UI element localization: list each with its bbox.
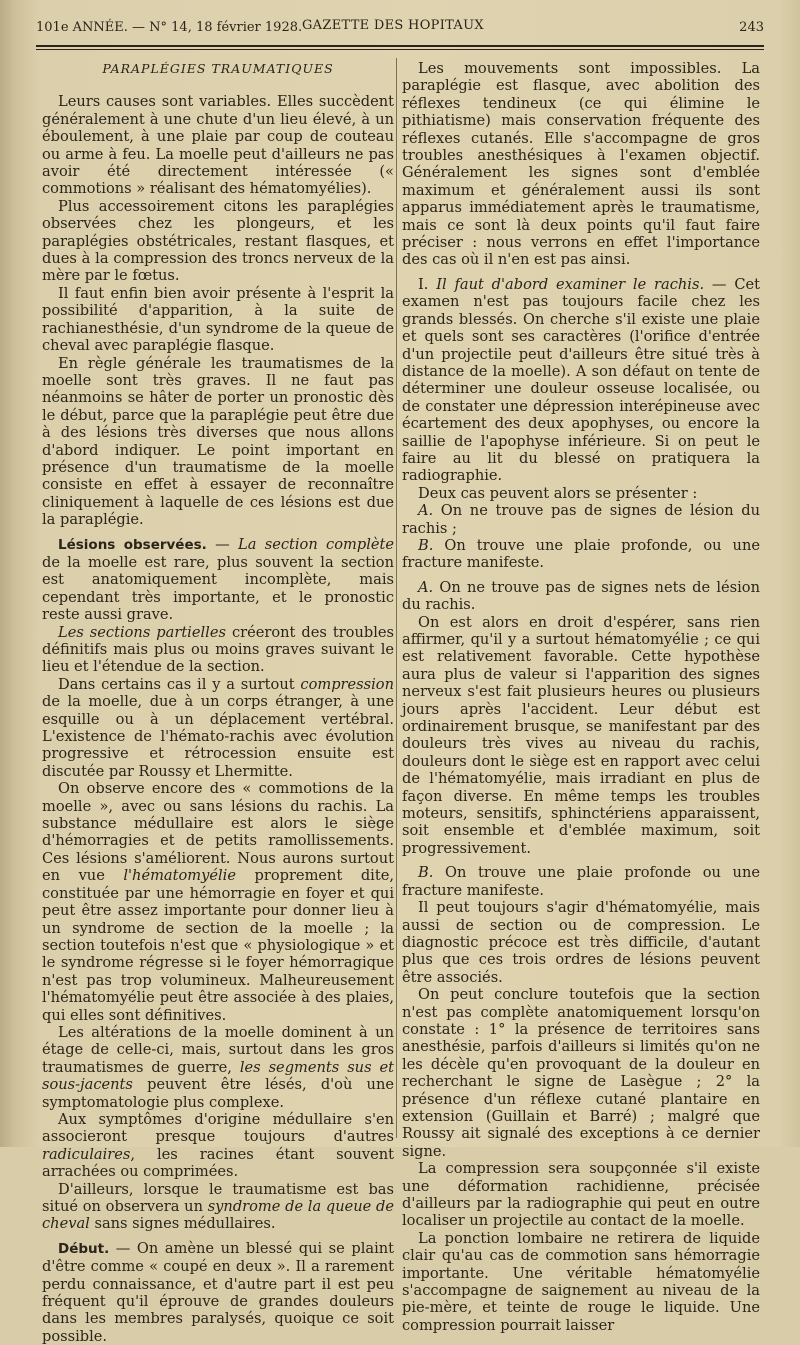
subheading-debut: Début. [58, 1240, 110, 1257]
paragraph-rachis: I. Il faut d'abord examiner le rachis. — Cet examen n'est pas toujours facile chez les grands blessés. On cherche s'il existe une plaie et quels sont ses caractères (l'orifice d'entrée d'un projectile peut d'ailleurs être situé très à distance de la moelle). A son défaut on tente de déterminer une douleur osseuse localisée, ou de constater une dépression interépineuse avec écartement des deux apophyses, ou encore la saillie de l'apophyse inférieure. Si on peut le faire au lit du blessé on pratiquera la radiographie. [402, 275, 760, 485]
paragraph: On peut conclure toutefois que la section n'est pas complète anatomiquement lorsqu'on constate : 1° la présence de territoires sans anesthésie, parfois d'ailleurs si limités qu'on ne les décèle qu'en provoquant de la douleur en recherchant le signe de Lasègue ; 2° la présence d'un réflexe cutané plantaire en extension (Guillain et Barré) ; malgré que Roussy ait signalé des exceptions à ce dernier signe. [402, 986, 760, 1160]
paragraph-debut: Début. — On amène un blessé qui se plaint d'être comme « coupé en deux ». Il a rarement perdu connaissance, et d'autre part il est peu fréquent qu'il éprouve de grandes douleurs dans les membres paralysés, quoique ce soit possible. [42, 1239, 394, 1345]
header-rule-thin [36, 49, 764, 50]
section-title: PARAPLÉGIES TRAUMATIQUES [102, 61, 334, 76]
right-column [402, 60, 760, 1334]
page-number: 243 [739, 20, 764, 35]
paragraph: En règle générale les traumatismes de la moelle sont très graves. Il ne faut pas néanmoins se hâter de porter un pronostic dès le début, parce que la paraplégie peut être due à des lésions très diverses que nous allons d'abord indiquer. Le point important en présence d'un traumatisme de la moelle consiste en effet à essayer de reconnaître cliniquement à laquelle de ces lésions est due la paraplégie. [42, 354, 394, 529]
paragraph: Dans certains cas il y a surtout compression de la moelle, due à un corps étranger, à une esquille ou à un déplacement vertébral. L'existence de l'hémato-rachis avec évolution progressive et rétrocession ensuite est discutée par Roussy et Lhermitte. [42, 675, 394, 780]
paragraph-case-b: B. On trouve une plaie profonde, ou une fracture manifeste. [402, 536, 760, 572]
paragraph: On est alors en droit d'espérer, sans rien affirmer, qu'il y a surtout hématomyélie ; ce qui est relativement favorable. Cette hypothèse aura plus de valeur si l'apparition des signes nerveux s'est fait plusieurs heures ou plusieurs jours après l'accident. Leur début est ordinairement brusque, se manifestant par des douleurs très vives au niveau du rachis, douleurs dont le siège est en rapport avec celui de l'hématomyélie, mais irradiant en plus de façon diverse. En même temps les troubles moteurs, sensitifs, sphinctériens apparaissent, soit ensemble et d'emblée maximum, soit progressivement. [402, 613, 760, 857]
paragraph: Les mouvements sont impossibles. La paraplégie est flasque, avec abolition des réflexes tendineux (ce qui élimine le pithiatisme) mais conservation fréquente des réflexes cutanés. Elle s'accompagne de gros troubles anesthésiques à l'examen objectif. Généralement les signes sont d'emblée maximum et généralement aussi ils sont apparus immédiatement après le traumatisme, mais ce sont là deux points qu'il faut faire préciser : nous verrons en effet l'importance des cas où il n'en est pas ainsi. [402, 60, 760, 269]
page-header [36, 18, 764, 40]
paragraph: Les altérations de la moelle dominent à un étage de celle-ci, mais, surtout dans les gros traumatismes de guerre, les segments sus et sous-jacents peuvent être lésés, d'où une symptomatologie plus complexe. [42, 1023, 394, 1111]
paragraph: Les sections partielles créeront des troubles définitifs mais plus ou moins graves suivant le lieu et l'étendue de la section. [42, 623, 394, 676]
paragraph: Deux cas peuvent alors se présenter : [418, 484, 698, 502]
paragraph: La ponction lombaire ne retirera de liquide clair qu'au cas de commotion sans hémorragie importante. Une véritable hématomyélie s'accompagne de saignement au niveau de la pie-mère, et teinte de rouge le liquide. Une compression pourrait laisser [402, 1229, 760, 1334]
paragraph: Il peut toujours s'agir d'hématomyélie, mais aussi de section ou de compression. Le diagnostic précoce est très difficile, d'autant plus que ces trois ordres de lésions peuvent être associés. [402, 899, 760, 986]
header-rule [36, 45, 764, 47]
section-a-heading: A. On ne trouve pas de signes nets de lésion du rachis. [402, 578, 760, 614]
paragraph: D'ailleurs, lorsque le traumatisme est bas situé on observera un syndrome de la queue de cheval sans signes médullaires. [42, 1180, 394, 1233]
column-divider [396, 58, 397, 1138]
paragraph-case-a: A. On ne trouve pas de signes de lésion du rachis ; [402, 502, 760, 537]
paragraph: Aux symptômes d'origine médullaire s'en associeront presque toujours d'autres radiculaires, les racines étant souvent arrachées ou comprimées. [42, 1110, 394, 1181]
paragraph: Il faut enfin bien avoir présente à l'esprit la possibilité d'apparition, à la suite de rachianesthésie, d'un syndrome de la queue de cheval avec paraplégie flasque. [42, 284, 394, 355]
journal-title: GAZETTE DES HOPITAUX [302, 18, 484, 33]
paragraph: La compression sera soupçonnée s'il existe une déformation rachidienne, précisée d'ailleurs par la radiographie qui peut en outre localiser un projectile au contact de la moelle. [402, 1160, 760, 1230]
paragraph-lesions: Lésions observées. — La section complète de la moelle est rare, plus souvent la section est anatomiquement incomplète, mais cependant très importante, et le pronostic reste aussi grave. [42, 535, 394, 624]
section-b-heading: B. On trouve une plaie profonde ou une fracture manifeste. [402, 864, 760, 899]
paragraph: On observe encore des « commotions de la moelle », avec ou sans lésions du rachis. La substance médullaire est alors le siège d'hémorragies et de petits ramollissements. Ces lésions s'améliorent. Nous aurons surtout en vue l'hématomyélie proprement dite, constituée par une hémorragie en foyer et qui peut être assez importante pour donner lieu à un syndrome de section de la moelle ; la section toutefois n'est que « physiologique » et le syndrome régresse si le foyer hémorragique n'est pas trop volumineux. Malheureusement l'hématomyélie peut être associée à des plaies, qui elles sont définitives. [42, 780, 394, 1024]
subheading-lesions: Lésions observées. [58, 536, 207, 553]
paragraph: Plus accessoirement citons les paraplégies observées chez les plongeurs, et les paraplégies obstétricales, restant flasques, et dues à la compression des troncs nerveux de la mère par le fœtus. [42, 197, 394, 285]
paragraph: Leurs causes sont variables. Elles succèdent généralement à une chute d'un lieu élevé, à un éboulement, à une plaie par coup de couteau ou arme à feu. La moelle peut d'ailleurs ne pas avoir été directement intéressée (« commotions » réalisant des hématomyélies). [42, 93, 394, 198]
issue-info: 101e ANNÉE. — N° 14, 18 février 1928. [36, 20, 303, 35]
left-column [42, 60, 394, 1345]
